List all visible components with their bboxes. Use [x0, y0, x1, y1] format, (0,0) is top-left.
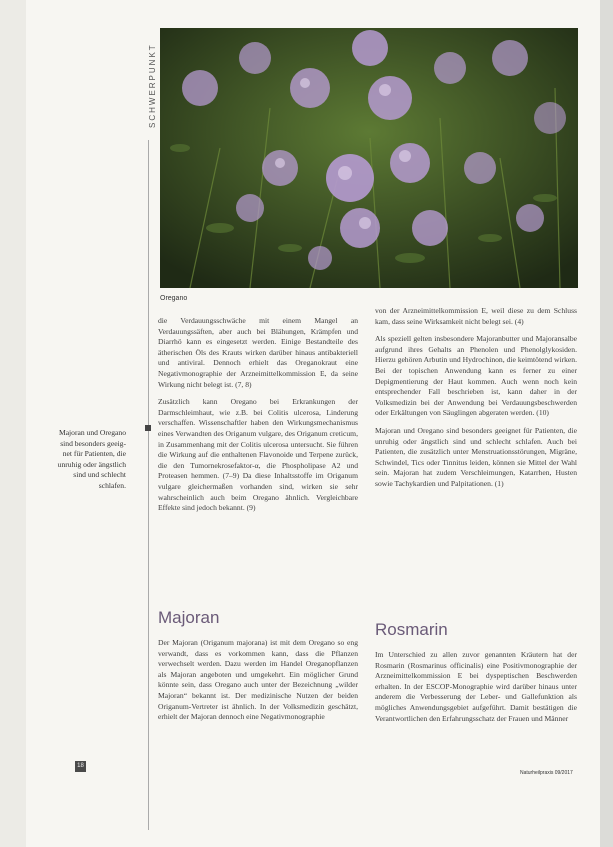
text-column-right	[375, 306, 577, 497]
text-column-right-lower	[375, 650, 577, 731]
paragraph: die Verdauungsschwäche mit einem Mangel an Verdauungssäften, aber auch bei Blähungen, Krämpfen und Diarrhö kann es eingesetzt werden. Einige Bestandteile des ätherischen Öls des Krauts wirken darüber hinaus antibakteriell und antiviral. Dennoch erhielt das Oreganokraut eine Negativmonographie der Arzneimittelkommission E, da seine Wirkung nicht belegt ist. (7, 8)	[158, 316, 358, 389]
photo-caption: Oregano	[160, 295, 188, 302]
paragraph: Als speziell gelten insbesondere Majoranbutter und Majoransalbe aufgrund ihres Gehalts an Phenolen und Phenolglykosiden. Hierzu gehören Arbutin und Hydrochinon, die keimtötend wirken. Bei der topischen Anwendung kann es ferner zu einer Depigmentierung der Haut kommen. Auch wenn noch kein entsprechender Fall beschrieben ist, kann daher in der Volksmedizin bei der Anwendung bei Verdauungsbeschwerden oder Erkältungen von Säuglingen abgeraten werden. (10)	[375, 334, 577, 418]
text-column-left-lower	[158, 638, 358, 730]
paragraph: Zusätzlich kann Oregano bei Erkrankungen der Darmschleimhaut, wie z.B. bei Colitis ulcerosa, Linderung verschaffen. Wissenschaftler haben den Wirkungsmechanismus eines Verwandten des Origanum vulgare, des Origanum creticum, in Zusammenhang mit der Colitis ulcerosa untersucht. Sie führen die Wirkung auf die enthaltenen Flavonoide und Terpene zurück, die den Tumornekrosefaktor-α, die Phospholipase A2 und Proteasen hemmen. (7–9) Da diese Inhaltsstoffe im Origanum vulgare gleichermaßen vorhanden sind, wirken sie sehr wahrscheinlich auch beim Oregano ähnlich. Vergleichbare Effekte sind jedoch bekannt. (9)	[158, 397, 358, 513]
paragraph: Majoran und Oregano sind besonders geeignet für Patienten, die unruhig oder ängstlich sind und schlecht schlafen. Auch bei Patienten, die zusätzlich unter Menstruationsstörungen, Migräne, Schwindel, Tics oder Tinnitus leiden, können sie Mittel der Wahl sein. Majoran hat zudem Verschleimungen, Katarrhen, Husten sowie Tachykardien und Palpitationen. (1)	[375, 425, 577, 488]
section-heading-majoran: Majoran	[158, 608, 220, 627]
paragraph: von der Arzneimittelkommission E, weil diese zu dem Schluss kam, dass seine Wirksamkeit nicht belegt sei. (4)	[375, 306, 577, 326]
page-gutter	[0, 0, 26, 847]
column-divider	[148, 140, 149, 830]
page-number: 18	[75, 761, 86, 772]
photo-illustration	[160, 28, 578, 288]
oregano-flowers-photo	[160, 28, 578, 288]
text-column-left	[158, 316, 358, 521]
footer-issue: Naturheilpraxis 09/2017	[520, 770, 573, 776]
paragraph: Der Majoran (Origanum majorana) ist mit dem Oregano so eng verwandt, dass es vorkommen kann, dass die Pflanzen verwechselt werden. Dazu werden im Handel Oreganopflanzen als Majoran angeboten und umgekehrt. Ein möglicher Grund könnte sein, dass Oregano auch unter der Bezeichnung „wilder Majoran“ bekannt ist. Der medizinische Nutzen der beiden Origanum-Vertreter ist ähnlich. In der Volksmedizin geschätzt, erhielt der Majoran dennoch eine Negativmonographie	[158, 638, 358, 722]
section-label: SCHWERPUNKT	[148, 43, 157, 128]
pullquote: Majoran und Oregano sind besonders geeig- net für Patienten, die unruhig oder ängstlich sind und schlecht schlafen.	[57, 428, 126, 490]
section-heading-rosmarin: Rosmarin	[375, 620, 448, 639]
paragraph: Im Unterschied zu allen zuvor genannten Kräutern hat der Rosmarin (Rosmarinus officinalis) eine Positivmonographie der Arzneimittelkommission E bei dyspeptischen Beschwerden erhalten. In der ESCOP-Monographie wird darüber hinaus unter anderem die Verbesserung der Leber- und Gallefunktion als mögliches Anwendungsgebiet aufgeführt. Damit bestätigen die Verantwortlichen den Erfahrungsschatz der Frauen und Männer	[375, 650, 577, 723]
pullquote-marker	[145, 425, 151, 431]
